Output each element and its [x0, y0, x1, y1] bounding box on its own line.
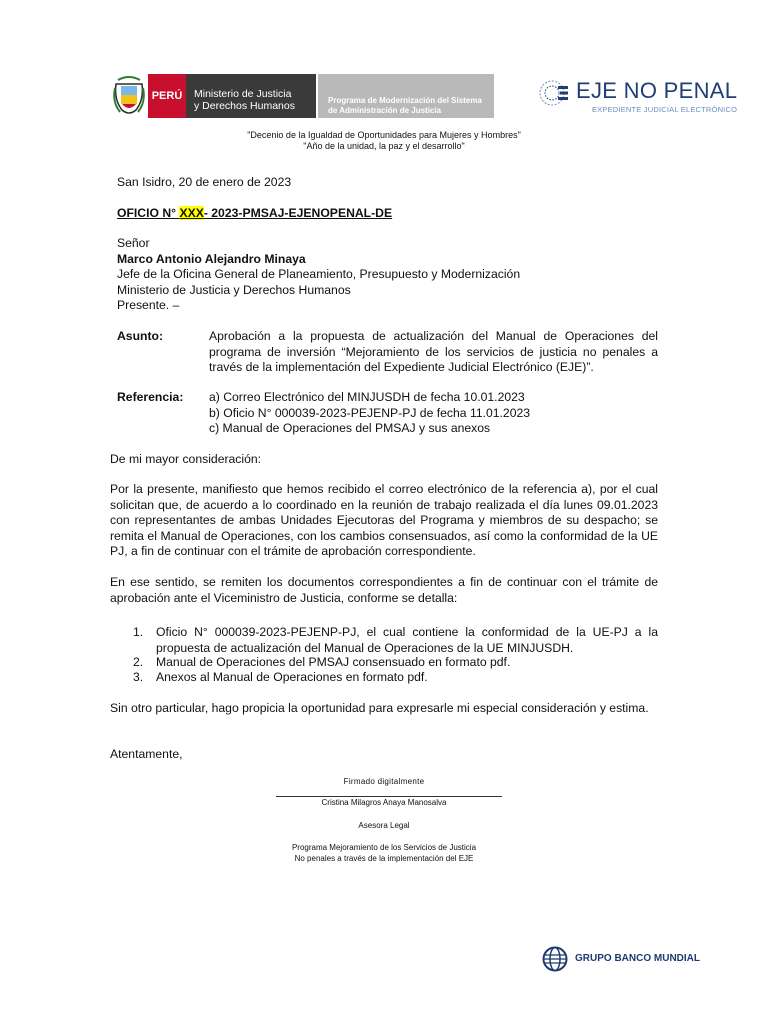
asunto-label: Asunto: — [117, 329, 164, 343]
peru-coat-of-arms-icon — [112, 74, 146, 118]
closing: Atentamente, — [110, 747, 183, 761]
oficio-placeholder: XXX — [179, 206, 204, 220]
referencia-b: b) Oficio N° 000039-2023-PEJENP-PJ de fecha 11.01.2023 — [209, 406, 531, 420]
signer-name: Cristina Milagros Anaya Manosalva — [321, 798, 447, 807]
oficio-suffix: - 2023-PMSAJ-EJENOPENAL-DE — [203, 206, 393, 220]
signer-role: Asesora Legal — [358, 821, 410, 830]
world-bank-globe-icon — [542, 946, 568, 972]
ministry-logo-text — [186, 74, 316, 118]
list-item-2-number: 2. — [133, 655, 144, 669]
salutation: Señor — [117, 236, 150, 250]
eje-title: EJE NO PENAL — [576, 78, 738, 103]
motto-line-1: "Decenio de la Igualdad de Oportunidades para Mujeres y Hombres" — [247, 130, 521, 140]
presente: Presente. – — [117, 298, 180, 312]
eje-subtitle: EXPEDIENTE JUDICIAL ELECTRÓNICO — [592, 105, 738, 114]
oficio-prefix: OFICIO N° — [117, 206, 180, 220]
list-item-1: Oficio N° 000039-2023-PEJENP-PJ, el cual contiene la conformidad de la UE-PJ a la propuesta de actualización del Manual de Operaciones de la UE MINJUSDH. — [156, 625, 658, 655]
list-item-3-number: 3. — [133, 670, 144, 684]
signature-line — [276, 796, 502, 797]
signer-program-line-2: No penales a través de la implementación del EJE — [294, 854, 474, 863]
world-bank-name: GRUPO BANCO MUNDIAL — [575, 953, 700, 964]
signer-program-line-1: Programa Mejoramiento de los Servicios de Justicia — [291, 843, 477, 852]
recipient-name: Marco Antonio Alejandro Minaya — [117, 252, 306, 266]
list-item-3: Anexos al Manual de Operaciones en formato pdf. — [156, 670, 428, 684]
recipient-org: Ministerio de Justicia y Derechos Humanos — [117, 283, 351, 297]
paragraph-1: Por la presente, manifiesto que hemos recibido el correo electrónico de la referencia a), por el cual solicitan que, de acuerdo a lo coordinado en la reunión de trabajo realizada el día lunes 09.01.2023 con representantes de ambas Unidades Ejecutoras del Programa y miembros de su despacho; se remita el Manual de Operaciones, con los cambios consensuados, así como la conformidad de la UE PJ, a fin de continuar con el trámite de aprobación correspondiente. — [110, 482, 658, 559]
list-item-1-number: 1. — [133, 625, 144, 639]
program-line-2: de Administración de Justicia — [328, 106, 442, 115]
program-line-1: Programa de Modernización del Sistema — [328, 96, 482, 105]
referencia-c: c) Manual de Operaciones del PMSAJ y sus anexos — [209, 421, 491, 435]
paragraph-2: En ese sentido, se remiten los documentos correspondientes a fin de continuar con el trámite de aprobación ante el Viceministro de Justicia, conforme se detalla: — [110, 575, 658, 605]
closing-paragraph: Sin otro particular, hago propicia la oportunidad para expresarle mi especial consideración y estima. — [110, 701, 649, 715]
list-item-2: Manual de Operaciones del PMSAJ consensuado en formato pdf. — [156, 655, 511, 669]
place-date: San Isidro, 20 de enero de 2023 — [117, 175, 292, 189]
greeting: De mi mayor consideración: — [110, 452, 262, 466]
digital-signature-note: Firmado digitalmente — [343, 777, 425, 786]
oficio-number — [117, 206, 392, 222]
asunto-text: Aprobación a la propuesta de actualización del Manual de Operaciones del programa de inversión “Mejoramiento de los servicios de justicia no penales a través de la implementación del Expediente Judicial Electrónico (EJE)”. — [209, 329, 658, 375]
ministry-line-1: Ministerio de Justicia — [194, 88, 292, 100]
peru-label: PERÚ — [148, 74, 186, 118]
ministry-line-2: y Derechos Humanos — [194, 100, 295, 112]
referencia-a: a) Correo Electrónico del MINJUSDH de fecha 10.01.2023 — [209, 390, 525, 404]
referencia-label: Referencia: — [117, 390, 184, 404]
program-logo-text — [318, 74, 494, 118]
recipient-title: Jefe de la Oficina General de Planeamiento, Presupuesto y Modernización — [117, 267, 521, 281]
motto-line-2: "Año de la unidad, la paz y el desarrollo" — [303, 141, 465, 151]
eje-globe-icon — [538, 78, 568, 108]
